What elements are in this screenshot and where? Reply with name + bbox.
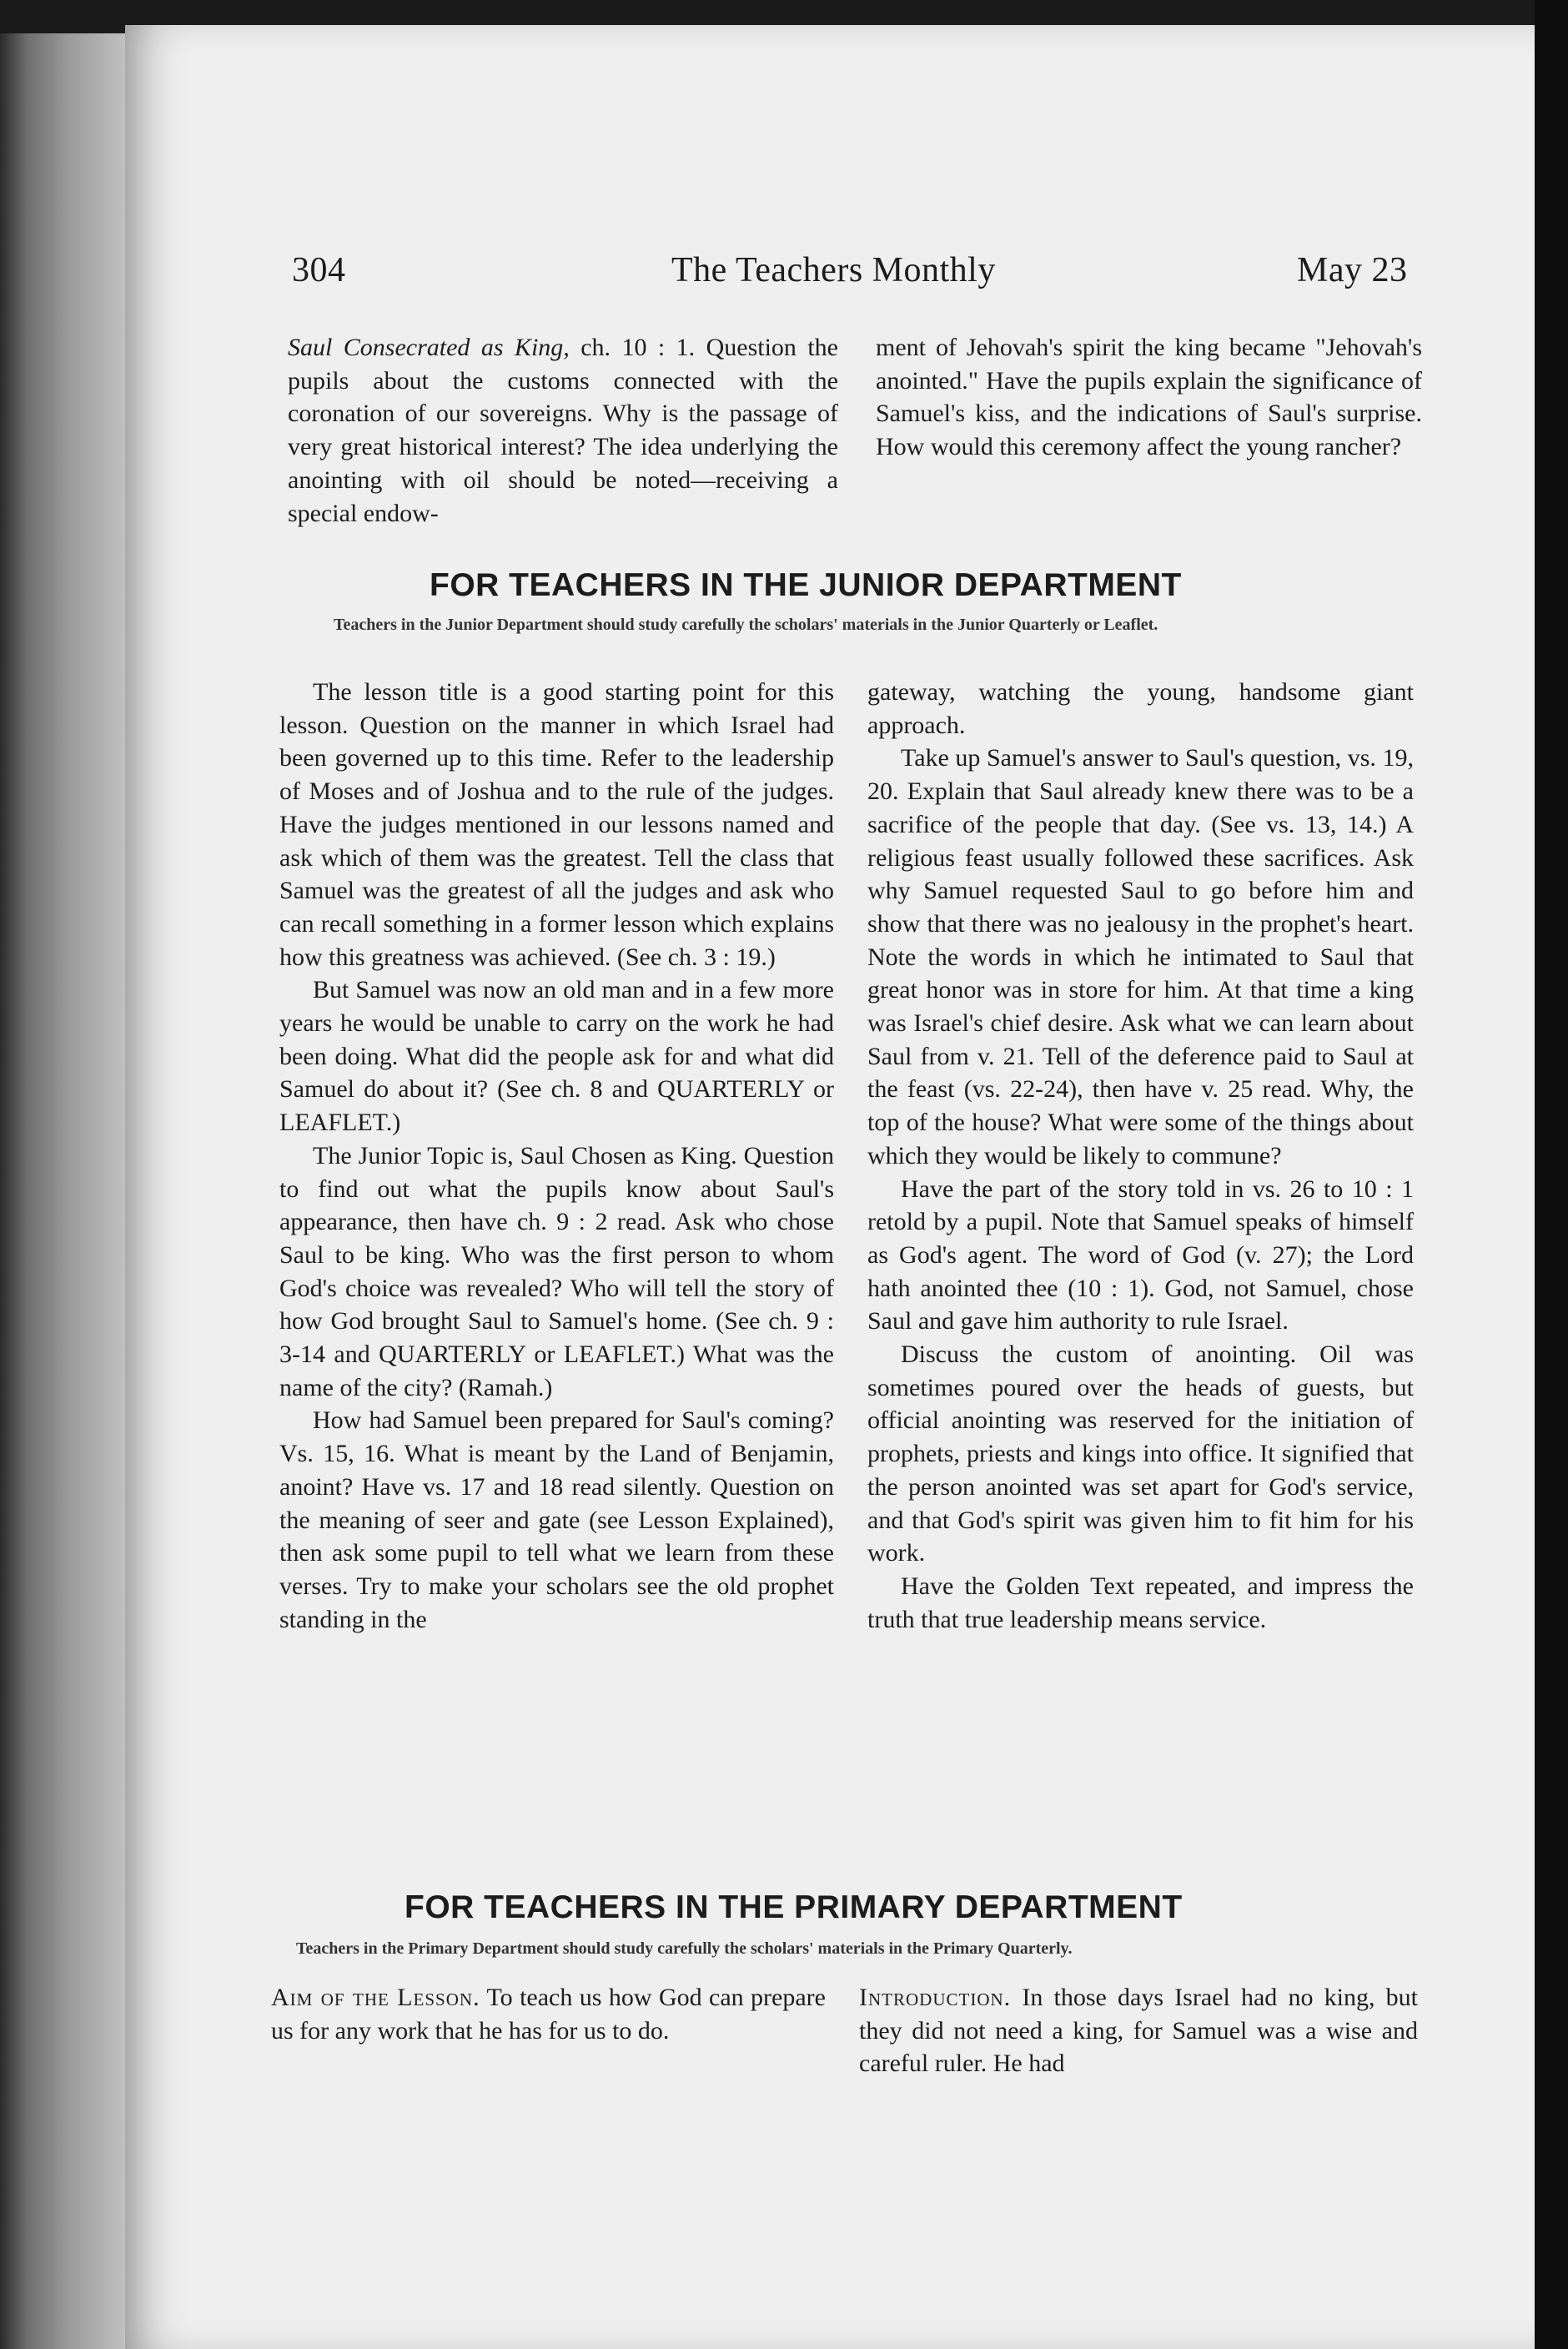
junior-paragraph: The Junior Topic is, Saul Chosen as King. Question to find out what the pupils know about Saul's appearance, then have ch. 9 : 2 read. Ask who chose Saul to be king. Who was the first person to whom God's choice was revealed? Who will tell the story of how God brought Saul to Samuel's home. (See ch. 9 : 3-14 and QUARTERLY or LEAFLET.) What was the name of the city? (Ramah.) <box>279 1141 834 1401</box>
issue-date: May 23 <box>1297 251 1408 289</box>
paragraph-text: ch. 10 : 1. Question the pupils about the customs connected with the coronation of our sovereigns. Why is the passage of very great historical interest? The idea underlying the anointing with oil should be noted—receiving a special endow- <box>288 334 838 527</box>
paragraph-text: To teach us how God can prepare us for any work that he has for us to do. <box>271 1984 826 2045</box>
primary-right-column <box>859 1981 1418 2080</box>
scan-border <box>1535 0 1568 2349</box>
aim-paragraph <box>271 1981 826 2047</box>
paragraph-text: In those days Israel had no king, but they did not need a king, for Samuel was a wise and careful ruler. He had <box>859 1984 1418 2078</box>
junior-left-column <box>279 676 834 1636</box>
page-number: 304 <box>292 251 346 289</box>
running-title: The Teachers Monthly <box>671 251 996 289</box>
paragraph-lead: Aim of the Lesson. <box>271 1984 480 2011</box>
primary-department-heading: FOR TEACHERS IN THE PRIMARY DEPARTMENT <box>405 1889 1183 1925</box>
introduction-paragraph <box>859 1981 1418 2080</box>
primary-note: Teachers in the Primary Department should study carefully the scholars' materials in the Primary Quarterly. <box>296 1939 1073 1958</box>
top-right-column <box>876 331 1422 464</box>
paragraph-lead: Saul Consecrated as King, <box>288 334 570 361</box>
junior-right-column <box>867 676 1414 1636</box>
junior-paragraph: Have the part of the story told in vs. 26 to 10 : 1 retold by a pupil. Note that Samuel speaks of himself as God's agent. The word of God (v. 27); the Lord hath anointed thee (10 : 1). God, not Samuel, chose Saul and gave him authority to rule Israel. <box>867 1174 1414 1335</box>
junior-paragraph: But Samuel was now an old man and in a few more years he would be unable to carry on the work he had been doing. What did the people ask for and what did Samuel do about it? (See ch. 8 and QUARTERLY or LEAFLET.) <box>279 976 834 1137</box>
junior-note: Teachers in the Junior Department should study carefully the scholars' materials in the Junior Quarterly or Leaflet. <box>334 616 1158 634</box>
top-left-column <box>288 331 838 530</box>
junior-paragraph: How had Samuel been prepared for Saul's coming? Vs. 15, 16. What is meant by the Land of Benjamin, anoint? Have vs. 17 and 18 read silently. Question on the meaning of seer and gate (see Lesson Explained), then ask some pupil to tell what we learn from these verses. Try to make your scholars see the old prophet standing in the <box>279 1406 834 1633</box>
junior-paragraph: Discuss the custom of anointing. Oil was sometimes poured over the heads of guests, but official anointing was reserved for the initiation of prophets, priests and kings into office. It signified that the person anointed was set apart for God's service, and that God's spirit was given him to fit him for his work. <box>867 1340 1414 1567</box>
junior-paragraph: The lesson title is a good starting point for this lesson. Question on the manner in which Israel had been governed up to this time. Refer to the leadership of Moses and of Joshua and to the rule of the judges. Have the judges mentioned in our lessons named and ask which of them was the greatest. Tell the class that Samuel was the greatest of all the judges and ask who can recall something in a former lesson which explains how this greatness was achieved. (See ch. 3 : 19.) <box>279 678 834 971</box>
junior-paragraph: gateway, watching the young, handsome giant approach. <box>867 678 1414 739</box>
junior-paragraph: Have the Golden Text repeated, and impress the truth that true leadership means service. <box>867 1572 1414 1633</box>
junior-department-heading: FOR TEACHERS IN THE JUNIOR DEPARTMENT <box>430 567 1182 603</box>
paragraph-lead: Introduction. <box>859 1984 1012 2011</box>
anointing-paragraph: ment of Jehovah's spirit the king became "Jehovah's anointed." Have the pupils explain the significance of Samuel's kiss, and the indications of Saul's surprise. How would this ceremony affect the young rancher? <box>876 334 1422 461</box>
consecration-paragraph <box>288 331 838 530</box>
junior-paragraph: Take up Samuel's answer to Saul's question, vs. 19, 20. Explain that Saul already knew there was to be a sacrifice of the people that day. (See vs. 13, 14.) A religious feast usually followed these sacrifices. Ask why Samuel requested Saul to go before him and show that there was no jealousy in the prophet's heart. Note the words in which he intimated to Saul that great honor was in store for him. At that time a king was Israel's chief desire. Ask what we can learn about Saul from v. 21. Tell of the deference paid to Saul at the feast (vs. 22-24), then have v. 25 read. Why, the top of the house? What were some of the things about which they would be likely to commune? <box>867 744 1414 1169</box>
primary-left-column <box>271 1981 826 2047</box>
